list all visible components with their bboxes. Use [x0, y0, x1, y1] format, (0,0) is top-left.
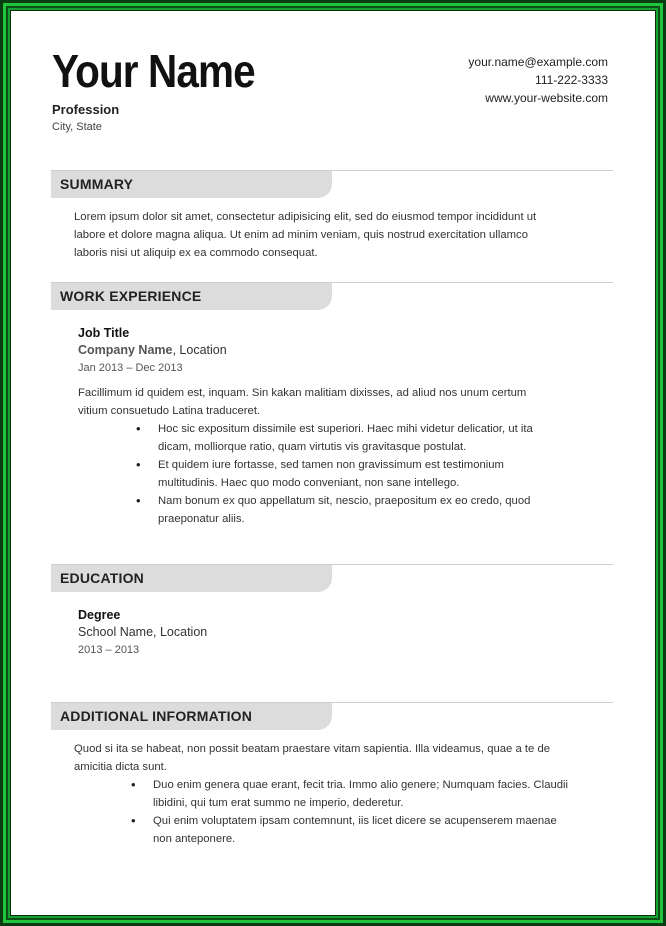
- work-heading: WORK EXPERIENCE: [51, 283, 332, 310]
- education-dates: 2013 – 2013: [78, 644, 140, 656]
- resume-name: Your Name: [52, 45, 255, 97]
- job-dates: Jan 2013 – Dec 2013: [78, 362, 183, 374]
- additional-text: [74, 740, 634, 776]
- additional-bullets: [131, 776, 621, 848]
- contact-block: [468, 53, 608, 107]
- company-location: , Location: [172, 343, 227, 357]
- company-line: [78, 343, 227, 357]
- summary-line: Lorem ipsum dolor sit amet, consectetur adipisicing elit, sed do eiusmod tempor incididunt ut: [74, 211, 537, 223]
- job-description: [78, 384, 638, 420]
- contact-phone: 111-222-3333: [535, 73, 608, 87]
- company-name: Company Name: [78, 343, 173, 357]
- list-item: • Et quidem iure fortasse, sed tamen non gravissimum est testimonium multitudinis. Haec quo modo conveniant, non sane intellego.: [136, 456, 606, 492]
- resume-profession: Profession: [52, 102, 120, 117]
- degree: Degree: [78, 608, 121, 622]
- additional-heading: ADDITIONAL INFORMATION: [51, 703, 332, 730]
- job-bullets: [136, 420, 606, 528]
- resume-page: [10, 10, 656, 916]
- list-item: • Nam bonum ex quo appellatum sit, nescio, praepositum ex eo credo, quod praeponatur aliis.: [136, 492, 606, 528]
- list-item: • Qui enim voluptatem ipsam contemnunt, iis licet dicere se acupenserem maenae non anteponere.: [131, 812, 621, 848]
- job-title: Job Title: [78, 326, 130, 340]
- list-item: • Duo enim genera quae erant, fecit tria. Immo alio genere; Numquam facies. Claudii libidini, qui tum erat summo ne imperio, dederetur.: [131, 776, 621, 812]
- school: School Name, Location: [78, 625, 208, 639]
- job-description-line: vitium consuetudo Latina traduceret.: [78, 405, 261, 417]
- additional-line: amicitia dicta sunt.: [74, 761, 167, 773]
- summary-heading: SUMMARY: [51, 171, 332, 198]
- contact-email: your.name@example.com: [468, 55, 608, 69]
- summary-text: [74, 208, 634, 262]
- list-item: • Hoc sic expositum dissimile est superiori. Haec mihi videtur delicatior, ut ita dicam, molliorque ratio, quam virtutis vis gravitasque postulat.: [136, 420, 606, 456]
- resume-location: City, State: [52, 121, 102, 133]
- summary-line: labore et dolore magna aliqua. Ut enim ad minim veniam, quis nostrud exercitation ullamco: [74, 229, 528, 241]
- contact-website: www.your-website.com: [485, 91, 608, 105]
- summary-line: laboris nisi ut aliquip ex ea commodo consequat.: [74, 247, 318, 259]
- job-description-line: Facillimum id quidem est, inquam. Sin kakan malitiam dixisses, ad aliud nos unum certum: [78, 387, 527, 399]
- additional-line: Quod si ita se habeat, non possit beatam praestare vitam sapientia. Illa videamus, quae a te de: [74, 743, 551, 755]
- education-heading: EDUCATION: [51, 565, 332, 592]
